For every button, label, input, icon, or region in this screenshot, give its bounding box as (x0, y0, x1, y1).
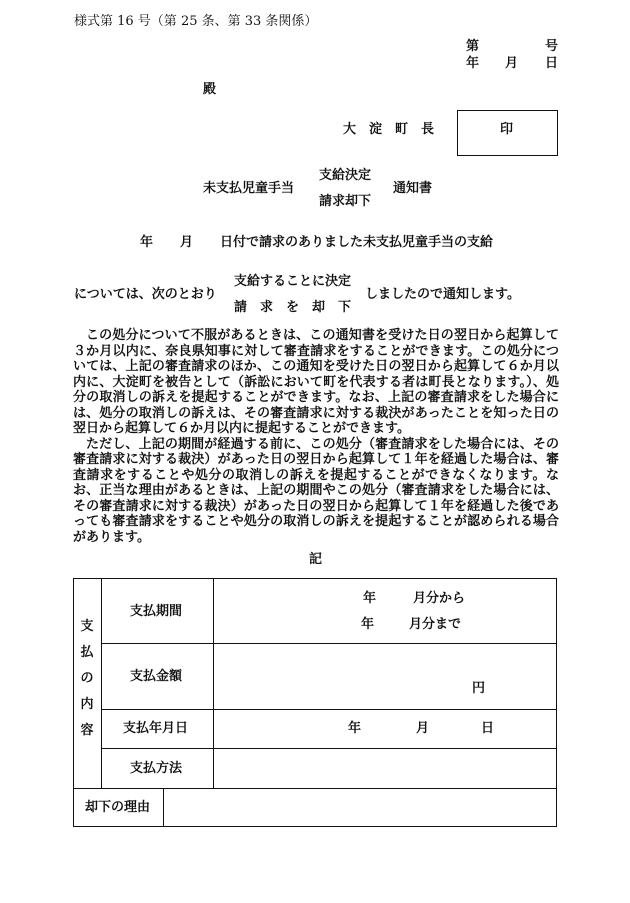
sentence2-option-top: 支給することに決定 (234, 274, 352, 289)
appeal-paragraph-2: ただし、上記の期間が経過する前に、この処分（審査請求をした場合には、その審査請求に対する裁決）があった日の翌日から起算して１年を経過した場合は、審査請求をすることや処分の取消しの訴えを提起することができなくなります。なお、正当な理由があるときは、上記の期間やこの処分（審査請求をした場合には、その審査請求に対する裁決）があった日の翌日から起算して１年を経過した後であっても審査請求をすることや処分の取消しの訴えを提起することが認められる場合があります。 (73, 436, 559, 545)
appeal-paragraph-1: この処分について不服があるときは、この通知書を受けた日の翌日から起算して３か月以内に、奈良県知事に対して審査請求をすることができます。この処分については、上記の審査請求のほか、この通知を受けた日の翌日から起算して６か月以内に、大淀町を被告として（訴訟において町を代表する者は町長となります。）、処分の取消しの訴えを提起することができます。なお、上記の審査請求をした場合には、処分の取消しの訴えは、その審査請求に対する裁決があったことを知った日の翌日から起算して６か月以内に提起することができます。 (73, 328, 559, 436)
period-to-year: 年 (361, 617, 375, 632)
sentence2-lead: については、次のとおり (74, 287, 217, 302)
sentence1-month: 月 (180, 235, 194, 250)
period-to-rest: 月分まで (409, 617, 462, 632)
method-label: 支払方法 (130, 761, 183, 776)
amount-label: 支払金額 (130, 669, 183, 684)
title-option-bottom: 請求却下 (319, 194, 372, 209)
date-month: 月 (505, 56, 519, 71)
title-option-top: 支給決定 (319, 168, 372, 183)
period-label: 支払期間 (130, 604, 183, 619)
pay-date-month: 月 (416, 721, 430, 736)
doc-number-prefix: 第 (466, 39, 480, 54)
pay-date-label: 支払年月日 (123, 721, 189, 736)
period-from-rest: 月分から (413, 591, 466, 606)
appeal-notice (73, 328, 559, 545)
amount-unit: 円 (472, 681, 486, 696)
seal-label: 印 (500, 122, 514, 137)
payment-content-label: 支 払 の 内 容 (80, 619, 94, 738)
doc-number-suffix: 号 (545, 39, 559, 54)
date-year: 年 (466, 56, 480, 71)
form-number: 様式第 16 号（第 25 条、第 33 条関係） (74, 14, 318, 29)
payment-table (73, 578, 557, 827)
sentence1-rest: 日付で請求のありました未支払児童手当の支給 (220, 235, 494, 250)
pay-date-year: 年 (348, 721, 362, 736)
reject-reason-label: 却下の理由 (85, 800, 151, 815)
sentence2-option-bottom: 請 求 を 却 下 (234, 300, 352, 315)
sentence2-tail: しましたので通知します。 (365, 287, 520, 302)
title-left: 未支払児童手当 (203, 181, 295, 196)
ki-heading: 記 (309, 552, 323, 567)
pay-date-day: 日 (481, 721, 495, 736)
date-day: 日 (545, 56, 559, 71)
sentence1-year: 年 (140, 235, 154, 250)
title-right: 通知書 (393, 181, 433, 196)
period-from-year: 年 (363, 591, 377, 606)
addressee: 殿 (203, 82, 217, 97)
sender: 大 淀 町 長 (343, 122, 435, 137)
